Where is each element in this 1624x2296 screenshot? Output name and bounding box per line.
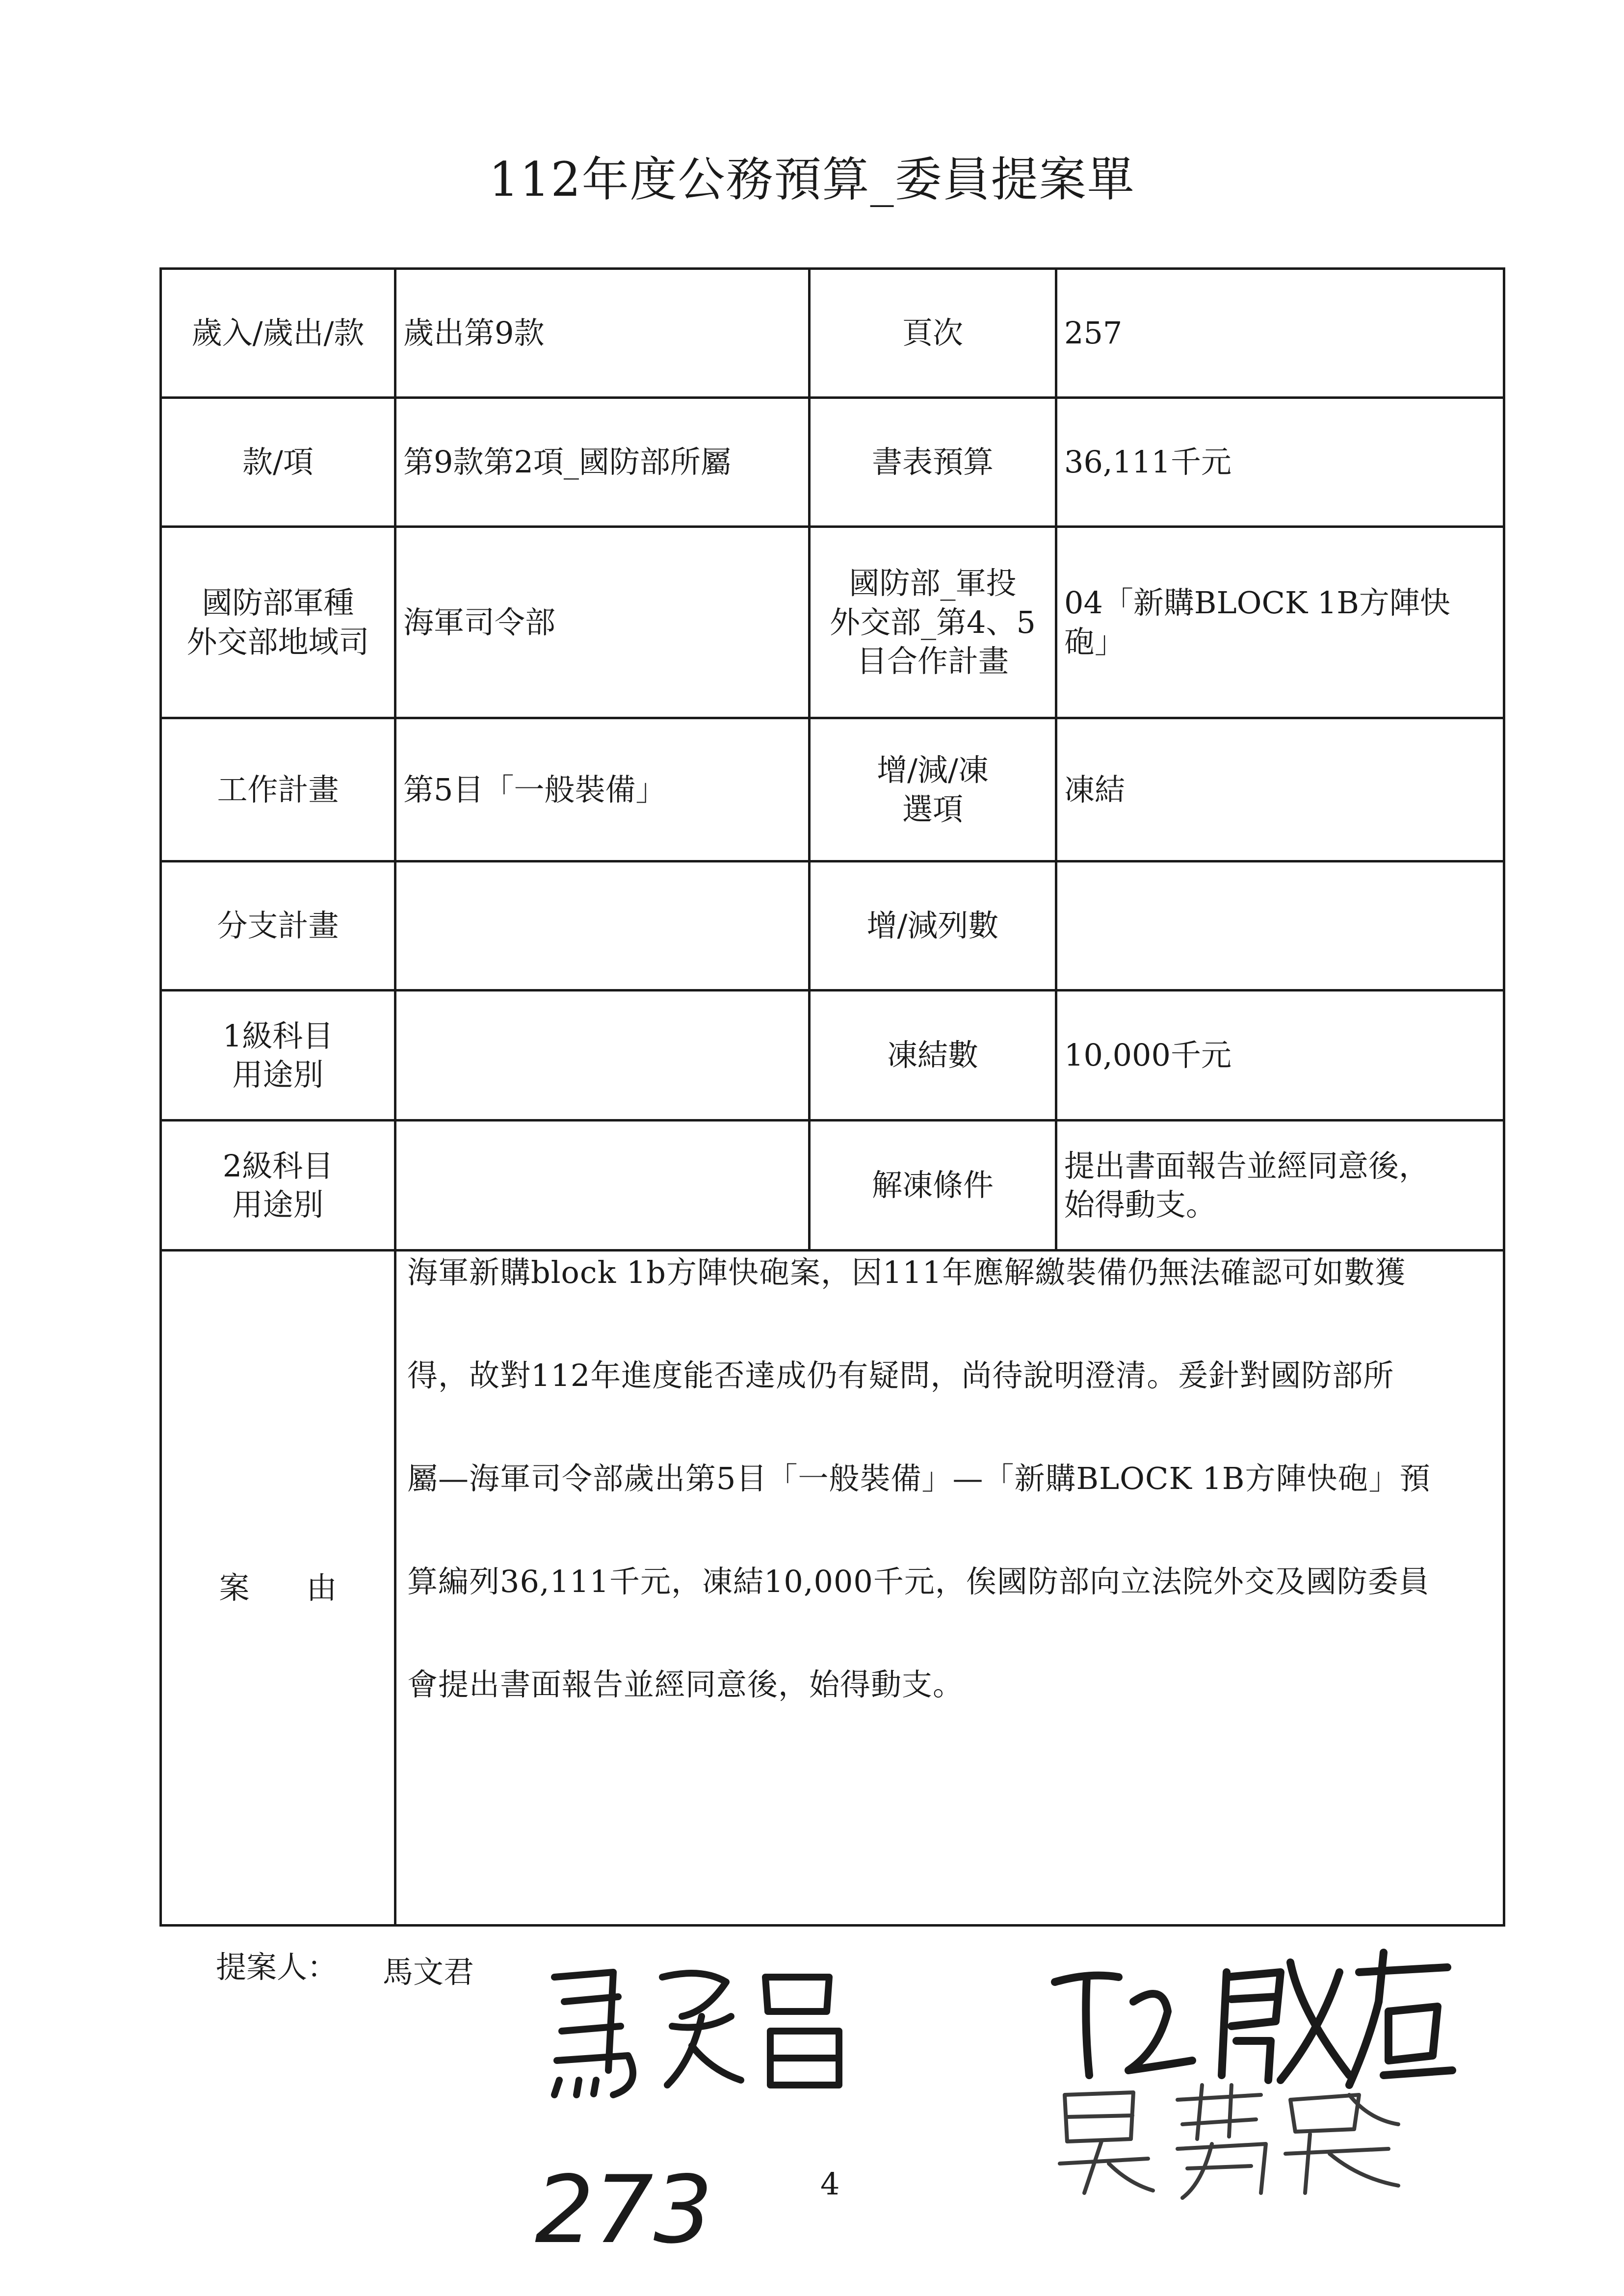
label-agency: 國防部軍種 外交部地域司 (161, 527, 395, 718)
proposal-form-table (159, 267, 1505, 1927)
value-section: 第9款第2項_國防部所屬 (395, 398, 810, 527)
value-book-budget: 36,111千元 (1056, 398, 1504, 527)
form-row-level1-subject (161, 991, 1504, 1121)
label-reason: 案 由 (161, 1251, 395, 1926)
reason-text (395, 1251, 1504, 1926)
label-program: 國防部_軍投 外交部_第4、5 目合作計畫 (810, 527, 1056, 718)
label-frozen-amount: 凍結數 (810, 991, 1056, 1121)
value-option: 凍結 (1056, 718, 1504, 861)
reason-line: 會提出書面報告並經同意後，始得動支。 (407, 1667, 964, 1702)
value-branch-plan (395, 861, 810, 991)
value-level1-subject (395, 991, 810, 1121)
form-row-budget-type (161, 269, 1504, 398)
form-row-section (161, 398, 1504, 527)
value-page: 257 (1056, 269, 1504, 398)
signature-3 (1055, 2080, 1447, 2203)
value-program: 04「新購BLOCK 1B方陣快 砲」 (1056, 527, 1504, 718)
form-row-work-plan (161, 718, 1504, 861)
signature-1 (545, 1957, 859, 2105)
label-branch-plan: 分支計畫 (161, 861, 395, 991)
reason-line: 算編列36,111千元，凍結10,000千元，俟國防部向立法院外交及國防委員 (407, 1564, 1430, 1599)
label-unfreeze-condition: 解凍條件 (810, 1121, 1056, 1251)
label-level2-subject: 2級科目 用途別 (161, 1121, 395, 1251)
reason-line: 海軍新購block 1b方陣快砲案，因111年應解繳裝備仍無法確認可如數獲 (407, 1254, 1406, 1290)
reason-line: 得，故對112年進度能否達成仍有疑問，尚待說明澄清。爰針對國防部所 (407, 1357, 1394, 1393)
label-level1-subject: 1級科目 用途別 (161, 991, 395, 1121)
page-number: 4 (820, 2166, 840, 2202)
value-change-amount (1056, 861, 1504, 991)
svg-text:273: 273 (535, 2156, 713, 2262)
value-frozen-amount: 10,000千元 (1056, 991, 1504, 1121)
value-work-plan: 第5目「一般裝備」 (395, 718, 810, 861)
proposer-label: 提案人： (216, 1949, 338, 1985)
proposer-name: 馬文君 (383, 1954, 474, 1990)
label-section: 款/項 (161, 398, 395, 527)
label-work-plan: 工作計畫 (161, 718, 395, 861)
value-agency: 海軍司令部 (395, 527, 810, 718)
label-budget-type: 歲入/歲出/款 (161, 269, 395, 398)
label-page: 頁次 (810, 269, 1056, 398)
form-row-branch-plan (161, 861, 1504, 991)
handwritten-number-273 (530, 2154, 736, 2262)
label-option: 增/減/凍 選項 (810, 718, 1056, 861)
page-title: 112年度公務預算_委員提案單 (489, 152, 1135, 207)
reason-line: 屬—海軍司令部歲出第5目「一般裝備」—「新購BLOCK 1B方陣快砲」預 (407, 1461, 1431, 1496)
form-row-reason (161, 1251, 1504, 1926)
value-unfreeze-condition: 提出書面報告並經同意後， 始得動支。 (1056, 1121, 1504, 1251)
value-budget-type: 歲出第9款 (395, 269, 810, 398)
label-change-amount: 增/減列數 (810, 861, 1056, 991)
label-book-budget: 書表預算 (810, 398, 1056, 527)
form-row-agency (161, 527, 1504, 718)
